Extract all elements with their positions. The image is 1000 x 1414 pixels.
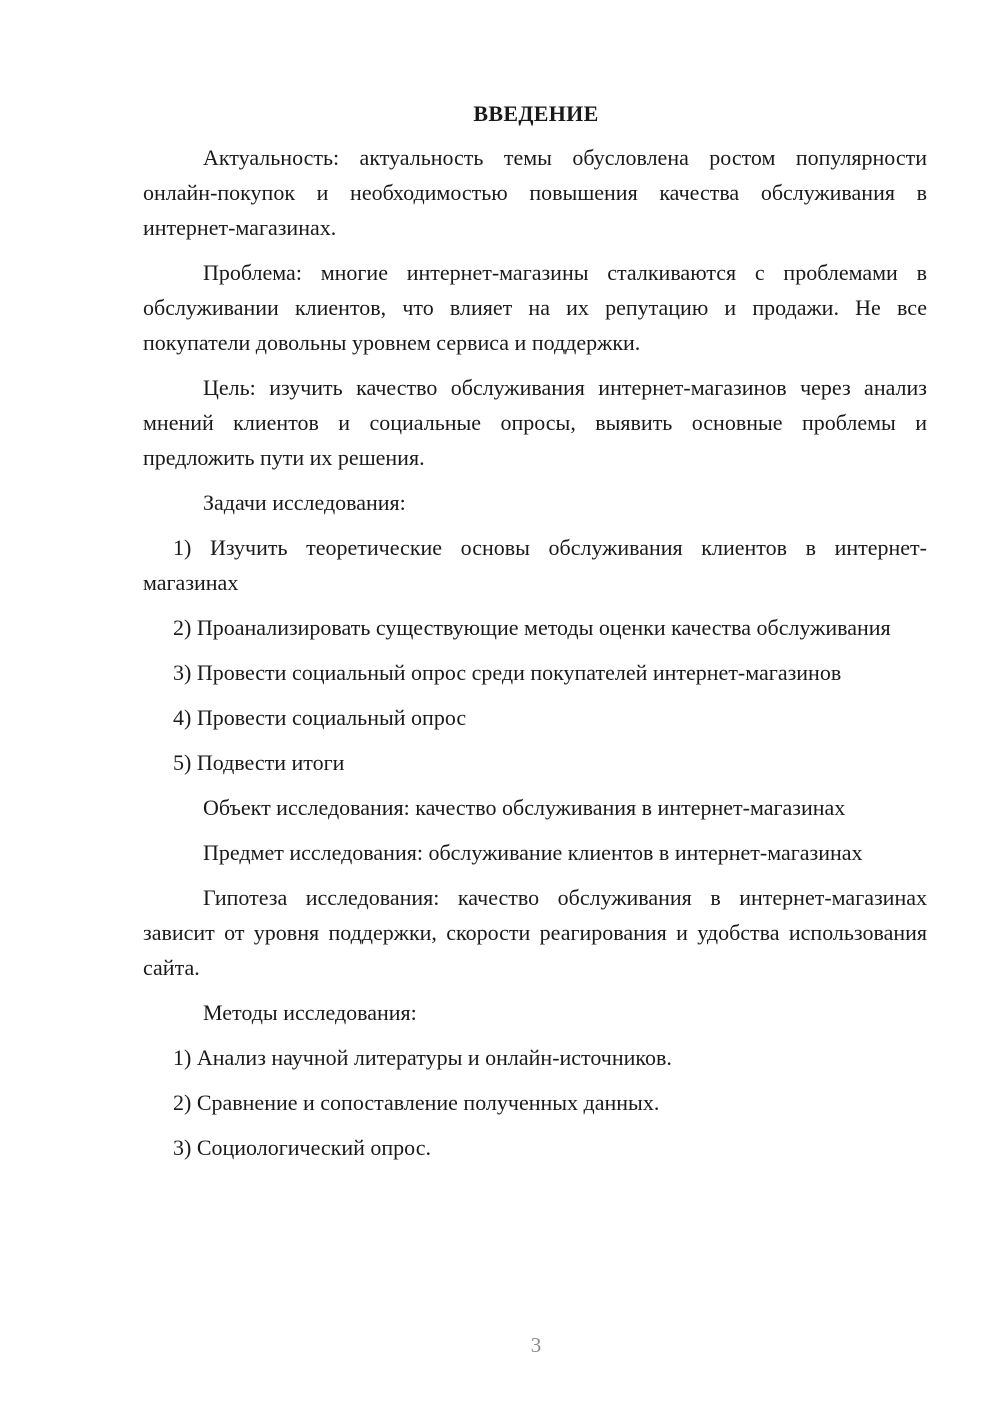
method-item: 3) Социологический опрос.	[173, 1135, 431, 1160]
method-item: 2) Сравнение и сопоставление полученных данных.	[173, 1090, 660, 1115]
page-number: 3	[530, 1333, 542, 1357]
relevance-paragraph: Актуальность: актуальность темы обусловлена ростом популярности онлайн-покупок и необходимостью повышения качества обслуживания в интернет-магазинах.	[143, 145, 927, 240]
method-item: 1) Анализ научной литературы и онлайн-источников.	[173, 1045, 672, 1070]
task-item: 3) Провести социальный опрос среди покупателей интернет-магазинов	[173, 660, 842, 685]
subject-paragraph: Предмет исследования: обслуживание клиентов в интернет-магазинах	[203, 840, 863, 865]
object-paragraph: Объект исследования: качество обслуживания в интернет-магазинах	[203, 795, 846, 820]
methods-heading: Методы исследования:	[203, 1000, 417, 1025]
task-item: 4) Провести социальный опрос	[173, 705, 467, 730]
task-item: 5) Подвести итоги	[173, 750, 345, 775]
goal-paragraph: Цель: изучить качество обслуживания интернет-магазинов через анализ мнений клиентов и социальные опросы, выявить основные проблемы и предложить пути их решения.	[143, 375, 927, 470]
problem-paragraph: Проблема: многие интернет-магазины сталкиваются с проблемами в обслуживании клиентов, что влияет на их репутацию и продажи. Не все покупатели довольны уровнем сервиса и поддержки.	[143, 260, 927, 355]
task-item: 1) Изучить теоретические основы обслуживания клиентов в интернет-магазинах	[143, 535, 927, 595]
hypothesis-paragraph: Гипотеза исследования: качество обслуживания в интернет-магазинах зависит от уровня поддержки, скорости реагирования и удобства использования сайта.	[143, 885, 927, 980]
section-title: ВВЕДЕНИЕ	[473, 101, 599, 126]
task-item: 2) Проанализировать существующие методы оценки качества обслуживания	[173, 615, 891, 640]
page-content	[143, 96, 927, 1175]
tasks-heading: Задачи исследования:	[203, 490, 406, 515]
